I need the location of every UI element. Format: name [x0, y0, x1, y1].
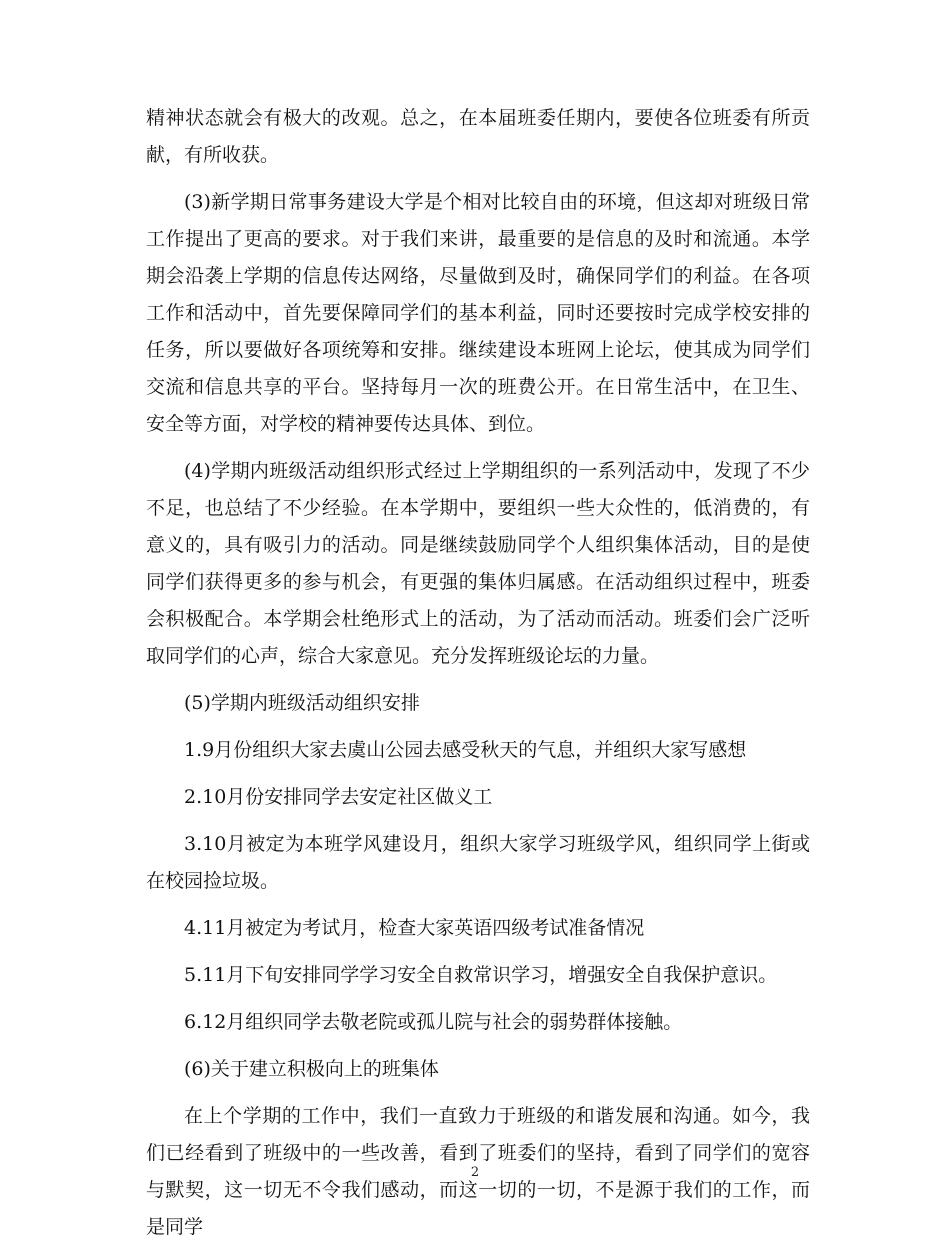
heading-activity-schedule: (5)学期内班级活动组织安排 — [184, 692, 420, 714]
list-item: 6.12月组织同学去敬老院或孤儿院与社会的弱势群体接触。 — [184, 1011, 683, 1033]
list-item: 2.10月份安排同学去安定社区做义工 — [184, 786, 493, 808]
list-item: 1.9月份组织大家去虞山公园去感受秋天的气息，并组织大家写感想 — [184, 739, 747, 761]
paragraph-continuation: 精神状态就会有极大的改观。总之，在本届班委任期内，要使各位班委有所贡献，有所收获。 — [146, 107, 810, 166]
list-item: 3.10月被定为本班学风建设月，组织大家学习班级学风，组织同学上街或在校园捡垃圾。 — [146, 833, 810, 892]
paragraph-class-collective: 在上个学期的工作中，我们一直致力于班级的和谐发展和沟通。如今，我们已经看到了班级中的一些改善，看到了班委们的坚持，看到了同学们的宽容与默契，这一切无不令我们感动，而这一切的一切，不是源于我们的工作，而是同学 — [146, 1105, 810, 1238]
list-item: 5.11月下旬安排同学学习安全自救常识学习，增强安全自我保护意识。 — [184, 964, 778, 986]
paragraph-daily-affairs: (3)新学期日常事务建设大学是个相对比较自由的环境，但这却对班级日常工作提出了更高的要求。对于我们来讲，最重要的是信息的及时和流通。本学期会沿袭上学期的信息传达网络，尽量做到及时，确保同学们的利益。在各项工作和活动中，首先要保障同学们的基本利益，同时还要按时完成学校安排的任务，所以要做好各项统筹和安排。继续建设本班网上论坛，使其成为同学们交流和信息共享的平台。坚持每月一次的班费公开。在日常生活中，在卫生、安全等方面，对学校的精神要传达具体、到位。 — [146, 191, 810, 435]
heading-class-collective: (6)关于建立积极向上的班集体 — [184, 1058, 439, 1080]
list-item: 4.11月被定为考试月，检查大家英语四级考试准备情况 — [184, 917, 645, 939]
paragraph-activity-format: (4)学期内班级活动组织形式经过上学期组织的一系列活动中，发现了不少不足，也总结了不少经验。在本学期中，要组织一些大众性的，低消费的，有意义的，具有吸引力的活动。同是继续鼓励同学个人组织集体活动，目的是使同学们获得更多的参与机会，有更强的集体归属感。在活动组织过程中，班委会积极配合。本学期会杜绝形式上的活动，为了活动而活动。班委们会广泛听取同学们的心声，综合大家意见。充分发挥班级论坛的力量。 — [146, 460, 810, 667]
page-number: 2 — [470, 1165, 480, 1180]
document-body — [146, 100, 810, 1256]
